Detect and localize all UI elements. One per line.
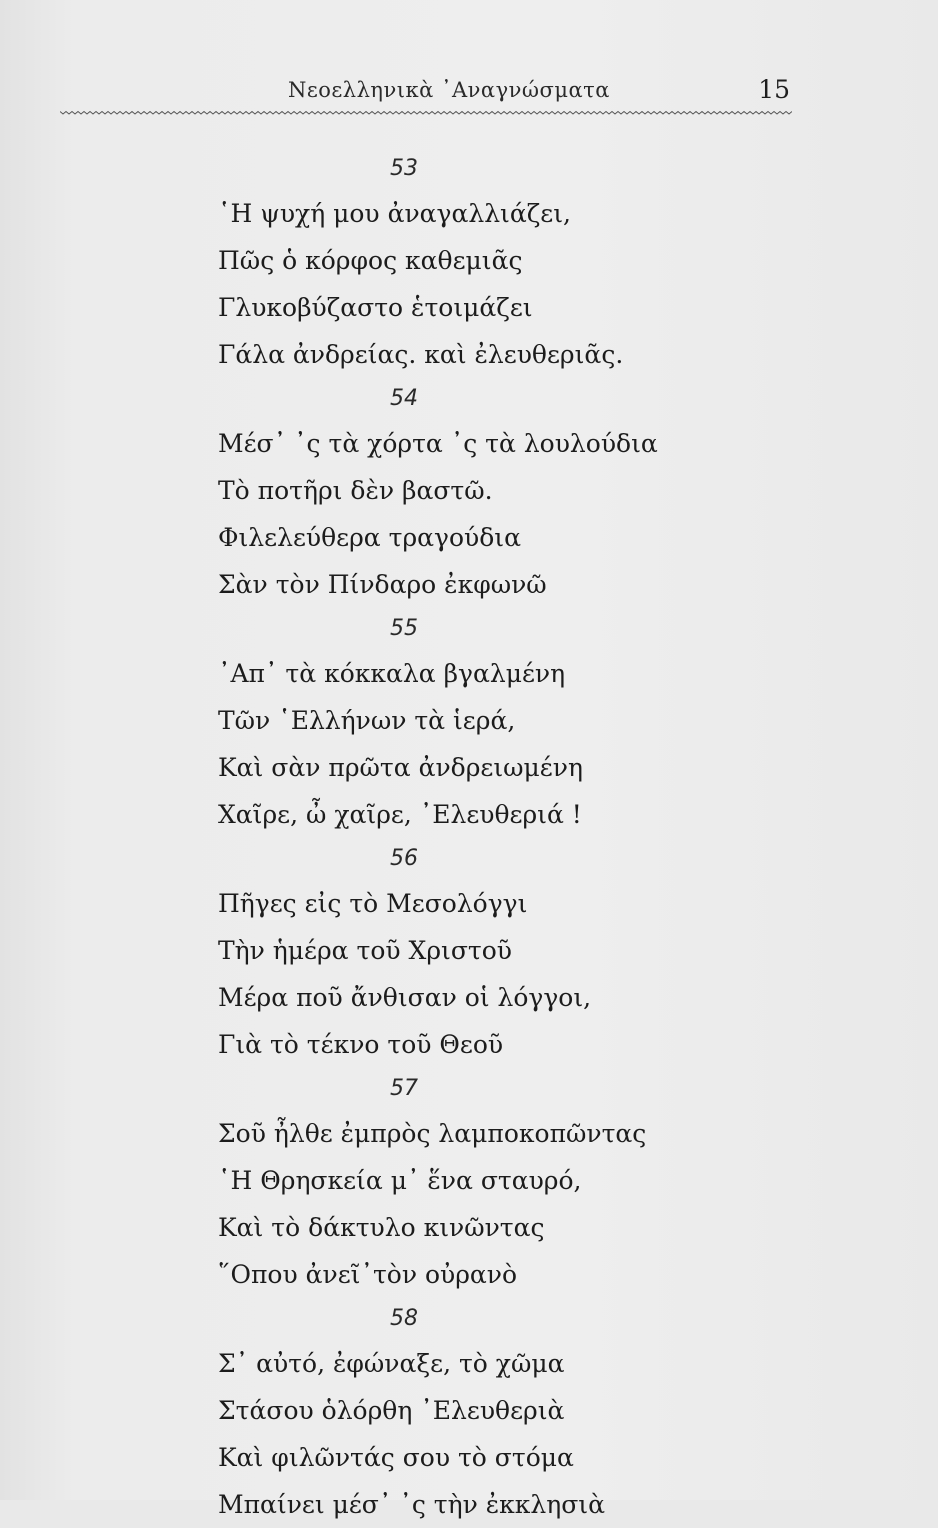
stanza: [218, 1068, 858, 1298]
verse-line: Καὶ φιλῶντάς σου τὸ στόμα: [218, 1443, 574, 1472]
verse-line: Γιὰ τὸ τέκνο τοῦ Θεοῦ: [218, 1030, 504, 1059]
verse-line: Μέσ᾿ ᾿ς τὰ χόρτα ᾿ς τὰ λουλούδια: [218, 429, 658, 458]
verse-line: Σ᾿ αὐτό, ἐφώναξε, τὸ χῶμα: [218, 1349, 565, 1378]
verse-line: Φιλελεύθερα τραγούδια: [218, 523, 521, 552]
stanza: [218, 148, 858, 378]
verse-line: Γλυκοβύζαστο ἑτοιμάζει: [218, 293, 533, 322]
verse-line: Πῶς ὁ κόρφος καθεμιᾶς: [218, 246, 523, 275]
stanza: [218, 378, 858, 608]
stanza-number: 54: [390, 386, 418, 411]
verse-line: Τὸ ποτῆρι δὲν βαστῶ.: [218, 476, 493, 505]
verse-line: Γάλα ἀνδρείας. καὶ ἐλευθεριᾶς.: [218, 340, 624, 369]
running-title: Νεοελληνικὰ ᾿Αναγνώσματα: [288, 78, 610, 102]
stanza-number: 56: [390, 846, 418, 871]
verse-line: Πῆγες εἰς τὸ Μεσολόγγι: [218, 889, 528, 918]
stanza-number: 58: [390, 1306, 418, 1331]
verse-line: ῞Οπου ἀνεῖ᾿τὸν οὐρανὸ: [218, 1260, 518, 1289]
verse-line: Μπαίνει μέσ᾿ ᾿ς τὴν ἐκκλησιὰ: [218, 1490, 605, 1519]
stanza-number: 57: [390, 1076, 418, 1101]
verse-line: Τῶν ῾Ελλήνων τὰ ἱερά,: [218, 706, 516, 735]
stanza: [218, 838, 858, 1068]
verse-line: ῾Η ψυχή μου ἀναγαλλιάζει,: [218, 199, 571, 228]
page-number: 15: [758, 75, 790, 104]
verse-line: ῾Η Θρησκεία μ᾿ ἕνα σταυρό,: [218, 1166, 582, 1195]
poem-body: [218, 148, 858, 1528]
verse-line: Στάσου ὁλόρθη ᾿Ελευθεριὰ: [218, 1396, 565, 1425]
verse-line: Καὶ σὰν πρῶτα ἀνδρειωμένη: [218, 753, 583, 782]
stanza: [218, 1298, 858, 1528]
verse-line: Σὰν τὸν Πίνδαρο ἐκφωνῶ: [218, 570, 547, 599]
verse-line: ᾿Απ᾿ τὰ κόκκαλα βγαλμένη: [218, 659, 566, 688]
verse-line: Σοῦ ἦλθε ἐμπρὸς λαμποκοπῶντας: [218, 1119, 647, 1148]
verse-line: Χαῖρε, ὦ χαῖρε, ᾿Ελευθεριά !: [218, 800, 582, 829]
stanza: [218, 608, 858, 838]
verse-line: Τὴν ἡμέρα τοῦ Χριστοῦ: [218, 936, 512, 965]
stanza-number: 53: [390, 156, 418, 181]
header-rule: [60, 110, 792, 116]
stanza-number: 55: [390, 616, 418, 641]
verse-line: Μέρα ποῦ ἄνθισαν οἱ λόγγοι,: [218, 983, 592, 1012]
verse-line: Καὶ τὸ δάκτυλο κινῶντας: [218, 1213, 545, 1242]
page-header: [60, 75, 792, 112]
